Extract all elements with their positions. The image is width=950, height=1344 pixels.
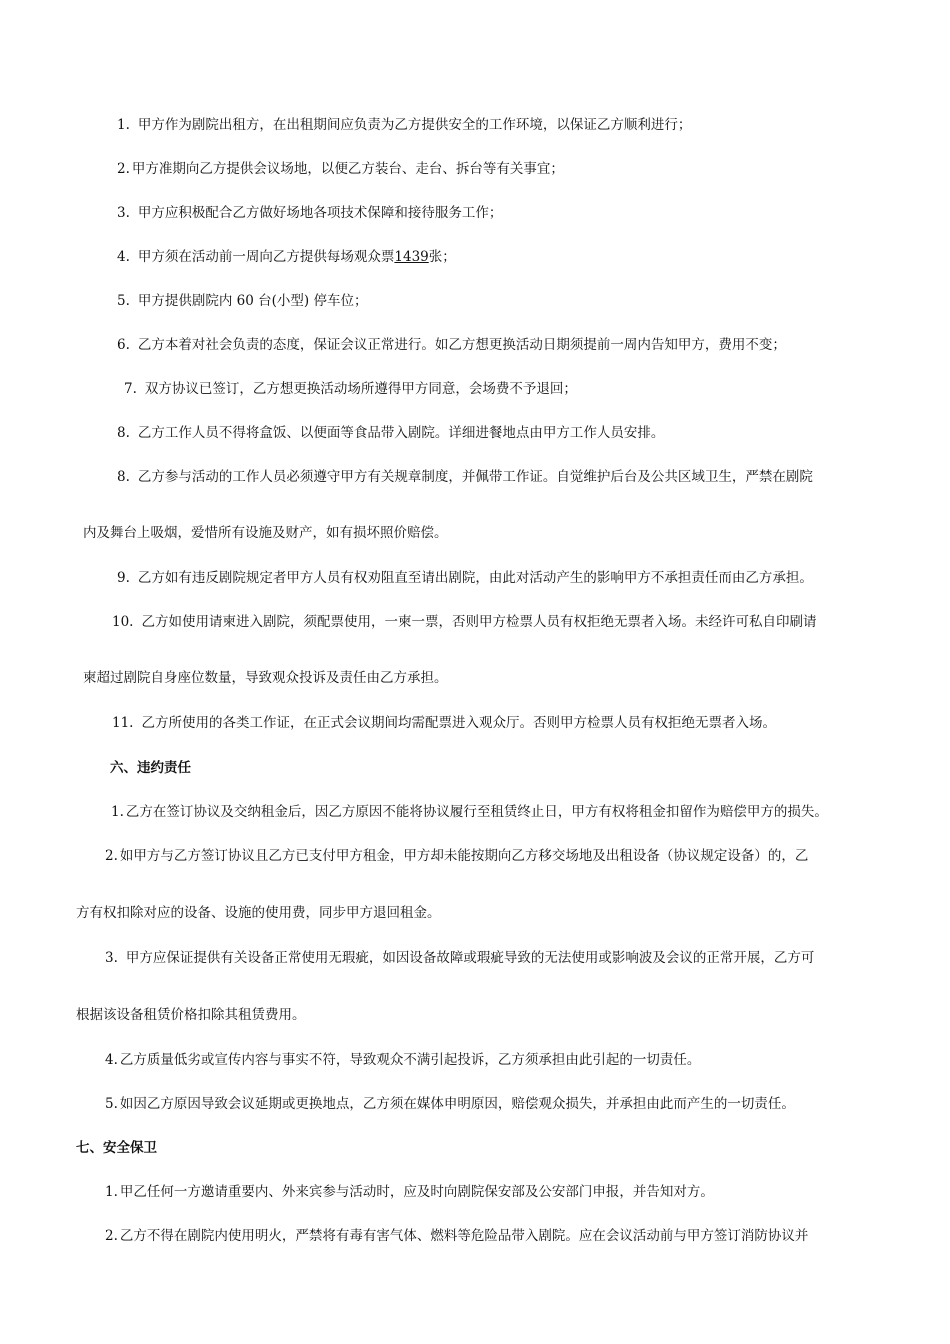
clause-text: 乙方在签订协议及交纳租金后，因乙方原因不能将协议履行至租赁终止日，甲方有权将租金扣留作为赔偿甲方的损失。 [125,804,828,820]
clause-number: 4. [117,249,130,265]
clause-number: 5. [105,1096,118,1112]
clause-text: 方有权扣除对应的设备、设施的使用费，同步甲方退回租金。 [76,905,441,921]
clause-text: 根据该设备租赁价格扣除其租赁费用。 [76,1007,306,1023]
clause-2 [117,160,564,178]
clause-number: 9. [117,570,130,586]
clause-text: 如甲方与乙方签订协议且乙方已支付甲方租金，甲方却未能按期向乙方移交场地及出租设备（协议规定设备）的，乙 [119,848,809,864]
clause-text: 乙方质量低劣或宣传内容与事实不符，导致观众不满引起投诉，乙方须承担由此引起的一切责任。 [119,1052,701,1068]
clause-3 [117,204,502,222]
clause-10 [112,613,816,631]
clause-number: 5. [117,293,130,309]
clause-text: 内及舞台上吸烟，爱惜所有设施及财产，如有损坏照价赔偿。 [83,525,448,541]
clause-number: 8. [117,469,130,485]
section-heading-breach [110,759,191,777]
section-heading-security [76,1139,157,1157]
clause-text: 双方协议已签订，乙方想更换活动场所遵得甲方同意，会场费不予退回； [144,381,577,397]
clause-text: 甲方应积极配合乙方做好场地各项技术保障和接待服务工作； [137,205,503,221]
heading-text: 七、安全保卫 [76,1140,157,1156]
breach-clause-1 [111,803,828,821]
clause-text: 甲方准期向乙方提供会议场地，以便乙方装台、走台、拆台等有关事宜； [131,161,564,177]
clause-number: 10. [112,614,134,630]
clause-number: 8. [117,425,130,441]
clause-11 [112,714,776,732]
security-clause-2 [105,1227,808,1245]
clause-number: 7. [124,381,137,397]
clause-text: 乙方如使用请柬进入剧院，须配票使用，一柬一票，否则甲方检票人员有权拒绝无票者入场。未经许可私自印刷请 [141,614,817,630]
clause-text: 甲方提供剧院内 60 台(小型) 停车位； [137,293,368,309]
clause-6 [117,336,786,354]
clause-9 [117,569,813,587]
clause-number: 1. [105,1184,118,1200]
clause-text: 乙方本着对社会负责的态度，保证会议正常进行。如乙方想更换活动日期须提前一周内告知甲方，费用不变； [137,337,786,353]
clause-number: 4. [105,1052,118,1068]
breach-clause-2-continued [76,904,441,922]
security-clause-1 [105,1183,714,1201]
clause-number: 6. [117,337,130,353]
clause-text: 乙方所使用的各类工作证，在正式会议期间均需配票进入观众厅。否则甲方检票人员有权拒绝无票者入场。 [141,715,776,731]
clause-7 [124,380,577,398]
breach-clause-5 [105,1095,795,1113]
clause-number: 3. [105,950,118,966]
ticket-count: 1439 [394,249,429,265]
clause-text: 乙方参与活动的工作人员必须遵守甲方有关规章制度，并佩带工作证。自觉维护后台及公共区域卫生，严禁在剧院 [137,469,813,485]
clause-text: 乙方不得在剧院内使用明火，严禁将有毒有害气体、燃料等危险品带入剧院。应在会议活动前与甲方签订消防协议并 [119,1228,809,1244]
clause-number: 3. [117,205,130,221]
clause-text: 甲方作为剧院出租方，在出租期间应负责为乙方提供安全的工作环境，以保证乙方顺利进行； [137,117,692,133]
clause-number: 1. [117,117,130,133]
clause-10-continued [83,669,448,687]
clause-number: 2. [105,848,118,864]
clause-text: 甲乙任何一方邀请重要内、外来宾参与活动时，应及时向剧院保安部及公安部门申报，并告知对方。 [119,1184,714,1200]
clause-number: 11. [112,715,134,731]
clause-text: 乙方如有违反剧院规定者甲方人员有权劝阻直至请出剧院，由此对活动产生的影响甲方不承担责任而由乙方承担。 [137,570,813,586]
clause-8-second-continued [83,524,448,542]
clause-text: 柬超过剧院自身座位数量，导致观众投诉及责任由乙方承担。 [83,670,448,686]
clause-8-second [117,468,813,486]
clause-number: 2. [105,1228,118,1244]
clause-text: 乙方工作人员不得将盒饭、以便面等食品带入剧院。详细进餐地点由甲方工作人员安排。 [137,425,665,441]
heading-text: 六、违约责任 [110,760,191,776]
clause-5 [117,292,367,310]
clause-text-tail: 张； [428,249,456,265]
breach-clause-3 [105,949,814,967]
clause-8 [117,424,664,442]
clause-4 [117,248,456,266]
clause-1 [117,116,691,134]
breach-clause-3-continued [76,1006,306,1024]
clause-text: 甲方应保证提供有关设备正常使用无瑕疵，如因设备故障或瑕疵导致的无法使用或影响波及会议的正常开展，乙方可 [125,950,815,966]
clause-number: 2. [117,161,130,177]
breach-clause-4 [105,1051,700,1069]
clause-text: 如因乙方原因导致会议延期或更换地点，乙方须在媒体申明原因，赔偿观众损失，并承担由此而产生的一切责任。 [119,1096,795,1112]
breach-clause-2 [105,847,808,865]
clause-text: 甲方须在活动前一周向乙方提供每场观众票 [137,249,395,265]
clause-number: 1. [111,804,124,820]
